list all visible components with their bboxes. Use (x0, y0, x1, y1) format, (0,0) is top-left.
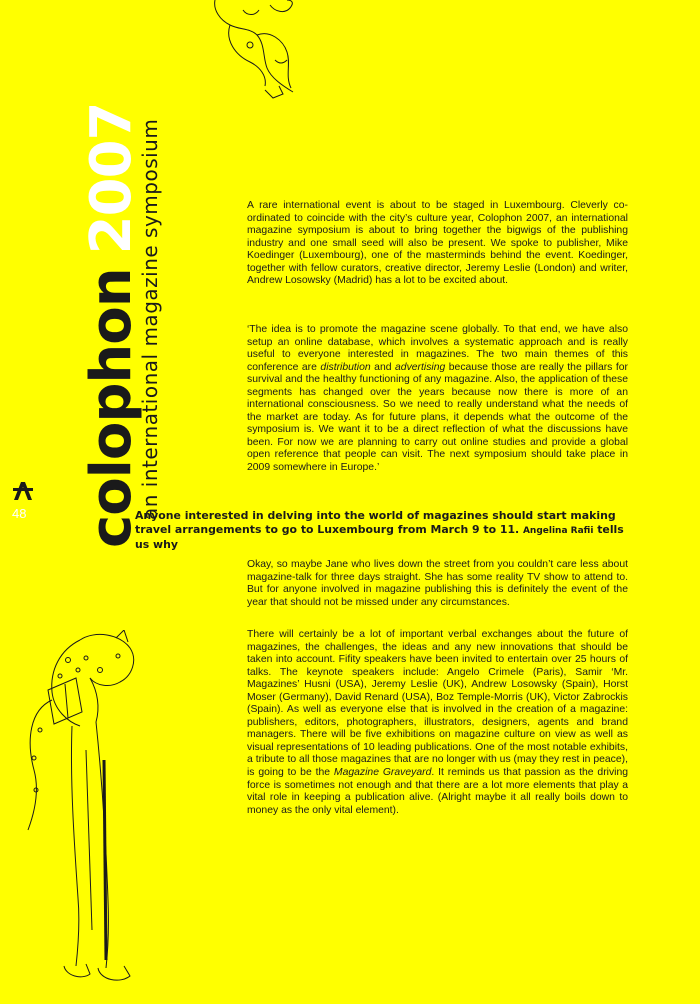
speakers-text (247, 629, 628, 817)
stylized-a-logo-icon (12, 480, 34, 500)
speakers-part-b: . It reminds us that passion as the driving force is sometimes not enough and that there are a lot more elements that play a vital role in keeping a publication alive. (Alright maybe it all really boils down to money as the only vital element). (247, 767, 629, 816)
standfirst (135, 509, 630, 552)
speakers-part-a: There will certainly be a lot of important verbal exchanges about the future of magazines, the challenges, the ideas and any new innovations that should be taken into account. Fifity speakers have been invited to entertain over 25 hours of talks. The keynote speakers include: Angelo Crimele (Paris), Samir ‘Mr. Magazines’ Husni (USA), Jeremy Leslie (UK), Andrew Losowsky (Spain), Horst Moser (Germany), David Renard (USA), Boz Temple-Morris (UK), Victor Zabrockis (Spain). As well as everyone else that is involved in the creation of a magazine: publishers, editors, photographers, illustrators, designers, agents and brand managers. There will be five exhibitions on magazine culture on view as well as visual representations of 10 leading publications. One of the most notable exhibits, a tribute to all those magazines that are no longer with us (may they rest in peace), is going to be the (247, 629, 628, 779)
cat-figure-sketch-icon (195, 0, 305, 100)
second-section-paragraph (247, 559, 628, 620)
quote-paragraph (247, 324, 628, 486)
page-number: 48 (12, 506, 27, 521)
second-section-text: Okay, so maybe Jane who lives down the street from you couldn’t care less about magazine-talk for three days straight. She has some reality TV show to attend to. But for anyone involved in magazine publishing this is definitely the event of the year that should not be missed under any circumstances. (247, 559, 628, 608)
standfirst-text: Anyone interested in delving into the world of magazines should start making travel arrangements to go to Luxembourg from March 9 to 11. (135, 509, 616, 536)
quote-emphasis-distribution: distribution (320, 361, 371, 373)
quote-part-b: and (370, 361, 396, 373)
quote-text (247, 324, 628, 475)
quote-part-c: because those are really the pillars for survival and the healthy functioning of any magazine. Also, the application of these segments has changed over the years because now there is more of an international consciousness. So we need to really understand what the needs of the market are today. As for future plans, it depends what the outcome of the symposium is. We want it to be a direct reflection of what the discussions have been. For now we are planning to carry out online studies and provide a global open reference that people can visit. The next symposium should take place in 2009 somewhere in Europe.’ (247, 361, 628, 474)
intro-text: A rare international event is about to be staged in Luxembourg. Cleverly co-ordinated to coincide with the city’s culture year, Colophon 2007, an international magazine symposium is about to bring together the bigwigs of the publishing industry and one small seed will also be present. We spoke to publisher, Mike Koedinger (Luxembourg), one of the masterminds behind the event. Koedinger, together with fellow curators, creative director, Jeremy Leslie (London) and writer, Andrew Losowsky (Madrid) has a lot to be excited about. (247, 200, 628, 287)
quote-part-a: ‘The idea is to promote the magazine scene globally. To that end, we have also setup an online database, which involves a systematic approach and is really useful to everyone interested in magazines. The two main themes of this conference are (247, 324, 628, 373)
title-word-year: 2007 (79, 102, 144, 255)
byline-tail: tells us why (135, 522, 624, 551)
leopard-reading-sketch-icon (20, 630, 150, 990)
intro-paragraph (247, 200, 628, 299)
page-title (79, 102, 144, 549)
page-subtitle: an international magazine symposium (138, 118, 162, 520)
speakers-paragraph (247, 629, 628, 828)
magazine-graveyard-emphasis: Magazine Graveyard (333, 767, 432, 779)
byline-name: Angelina Rafii (522, 525, 594, 536)
quote-emphasis-advertising: advertising (395, 361, 446, 373)
title-word-colophon: colophon (79, 268, 144, 548)
